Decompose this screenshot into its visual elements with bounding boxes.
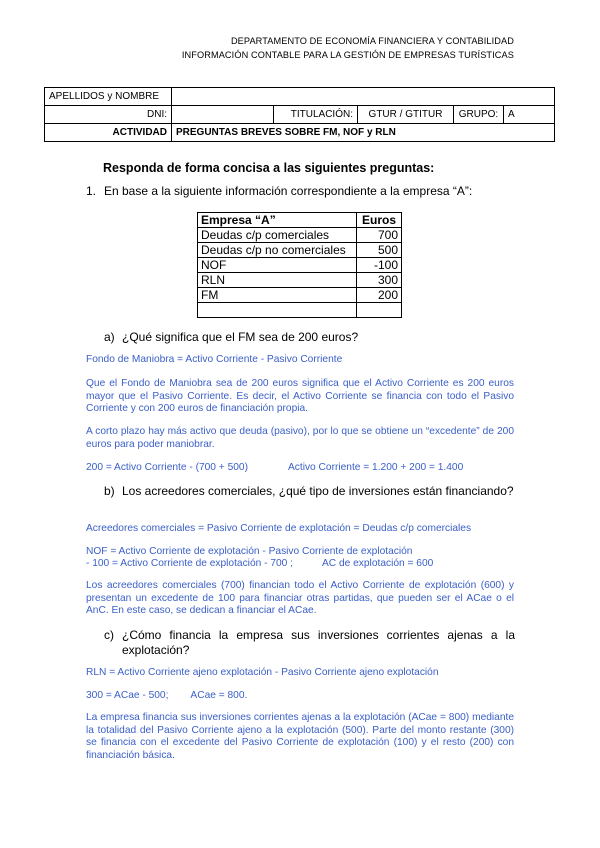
- answer-b-explanation: Los acreedores comerciales (700) financian todo el Activo Corriente de explotación (600) y presentan un excedente de 100 para financiar otras partidas, que pueden ser el ACae o el AnC. En este caso, se dedican a financiar el ACae.: [86, 580, 514, 616]
- table-header-row: [198, 213, 402, 228]
- table-row: [198, 228, 402, 243]
- row-label: Deudas c/p no comerciales: [198, 243, 357, 258]
- grupo-label: GRUPO:: [454, 106, 504, 124]
- course-header: INFORMACIÓN CONTABLE PARA LA GESTIÓN DE EMPRESAS TURÍSTICAS: [181, 50, 514, 60]
- sub-question-b: [104, 484, 515, 499]
- answer-b-definition: Acreedores comerciales = Pasivo Corriente de explotación = Deudas c/p comerciales: [86, 523, 472, 534]
- answer-a-excedente: A corto plazo hay más activo que deuda (pasivo), por lo que se obtiene un “excedente” de 200 euros para poder maniobrar.: [86, 426, 514, 450]
- question-1-text: En base a la siguiente información correspondiente a la empresa “A”:: [104, 184, 473, 198]
- row-label: NOF: [198, 258, 357, 273]
- row-label: FM: [198, 288, 357, 303]
- apellidos-label: APELLIDOS y NOMBRE: [45, 88, 172, 106]
- question-1-number: 1.: [86, 184, 97, 198]
- row-label: [198, 303, 357, 318]
- row-value: -100: [357, 258, 402, 273]
- nof-formula-right: AC de explotación = 600: [321, 558, 434, 569]
- titulacion-value: GTUR / GTITUR: [358, 106, 454, 124]
- answer-b-nof-line2: [86, 558, 514, 571]
- grupo-value: A: [504, 106, 555, 124]
- instructions-heading: Responda de forma concisa a las siguientes preguntas:: [103, 161, 435, 175]
- table-row: [198, 258, 402, 273]
- answer-b-nof-line1: NOF = Activo Corriente de explotación - Pasivo Corriente de explotación: [86, 546, 413, 557]
- answer-c-explanation: La empresa financia sus inversiones corrientes ajenas a la explotación (ACae = 800) mediante la totalidad del Pasivo Corriente ajeno a la explotación (500). Parte del monto restante (300) se financia con el excedente del Pasivo Corriente de explotación (100) y el resto (200) con financiación básica.: [86, 712, 514, 761]
- dni-label: DNI:: [45, 106, 172, 124]
- sub-question-c: [104, 628, 515, 658]
- empresa-a-table: [197, 212, 402, 318]
- row-label: RLN: [198, 273, 357, 288]
- row-value: 700: [357, 228, 402, 243]
- sub-question-c-text: ¿Cómo financia la empresa sus inversiones corrientes ajenas a la explotación?: [122, 628, 515, 657]
- nof-formula-left: - 100 = Activo Corriente de explotación - 700 ;: [86, 558, 293, 569]
- rln-formula-left: 300 = ACae - 500;: [86, 690, 169, 701]
- row-value: 200: [357, 288, 402, 303]
- answer-a-formula: [86, 462, 514, 475]
- formula-left: 200 = Activo Corriente - (700 + 500): [86, 462, 248, 473]
- table-row: [198, 288, 402, 303]
- row-value: [357, 303, 402, 318]
- answer-a-explanation: Que el Fondo de Maniobra sea de 200 euros significa que el Activo Corriente es 200 euros mayor que el Pasivo Corriente. Es decir, el Activo Corriente se financia con todo el Pasivo Corriente y con 200 euros de financiación propia.: [86, 378, 514, 414]
- row-label: Deudas c/p comerciales: [198, 228, 357, 243]
- actividad-label: ACTIVIDAD: [45, 124, 172, 142]
- sub-question-c-label: c): [104, 628, 114, 642]
- header-cell: Euros: [357, 213, 402, 228]
- answer-a-definition: Fondo de Maniobra = Activo Corriente - Pasivo Corriente: [86, 354, 343, 365]
- header-cell: Empresa “A”: [198, 213, 357, 228]
- row-value: 300: [357, 273, 402, 288]
- student-info-table: [44, 87, 555, 142]
- row-value: 500: [357, 243, 402, 258]
- sub-question-b-label: b): [104, 484, 115, 498]
- table-row: [198, 273, 402, 288]
- formula-right: Activo Corriente = 1.200 + 200 = 1.400: [287, 462, 464, 473]
- actividad-value: PREGUNTAS BREVES SOBRE FM, NOF y RLN: [172, 124, 555, 142]
- sub-question-a: [104, 330, 514, 345]
- table-row: [198, 243, 402, 258]
- dni-field[interactable]: [172, 106, 274, 124]
- answer-c-definition: RLN = Activo Corriente ajeno explotación - Pasivo Corriente ajeno explotación: [86, 667, 439, 678]
- sub-question-a-label: a): [104, 330, 115, 344]
- rln-formula-right: ACae = 800.: [190, 690, 248, 701]
- answer-c-formula: [86, 690, 514, 703]
- department-header: DEPARTAMENTO DE ECONOMÍA FINANCIERA Y CONTABILIDAD: [230, 36, 514, 46]
- question-1: [86, 184, 472, 198]
- apellidos-field[interactable]: [172, 88, 555, 106]
- sub-question-b-text: Los acreedores comerciales, ¿qué tipo de inversiones están financiando?: [122, 484, 514, 498]
- table-row: [198, 303, 402, 318]
- titulacion-label: TITULACIÓN:: [274, 106, 358, 124]
- sub-question-a-text: ¿Qué significa que el FM sea de 200 euros?: [122, 330, 359, 344]
